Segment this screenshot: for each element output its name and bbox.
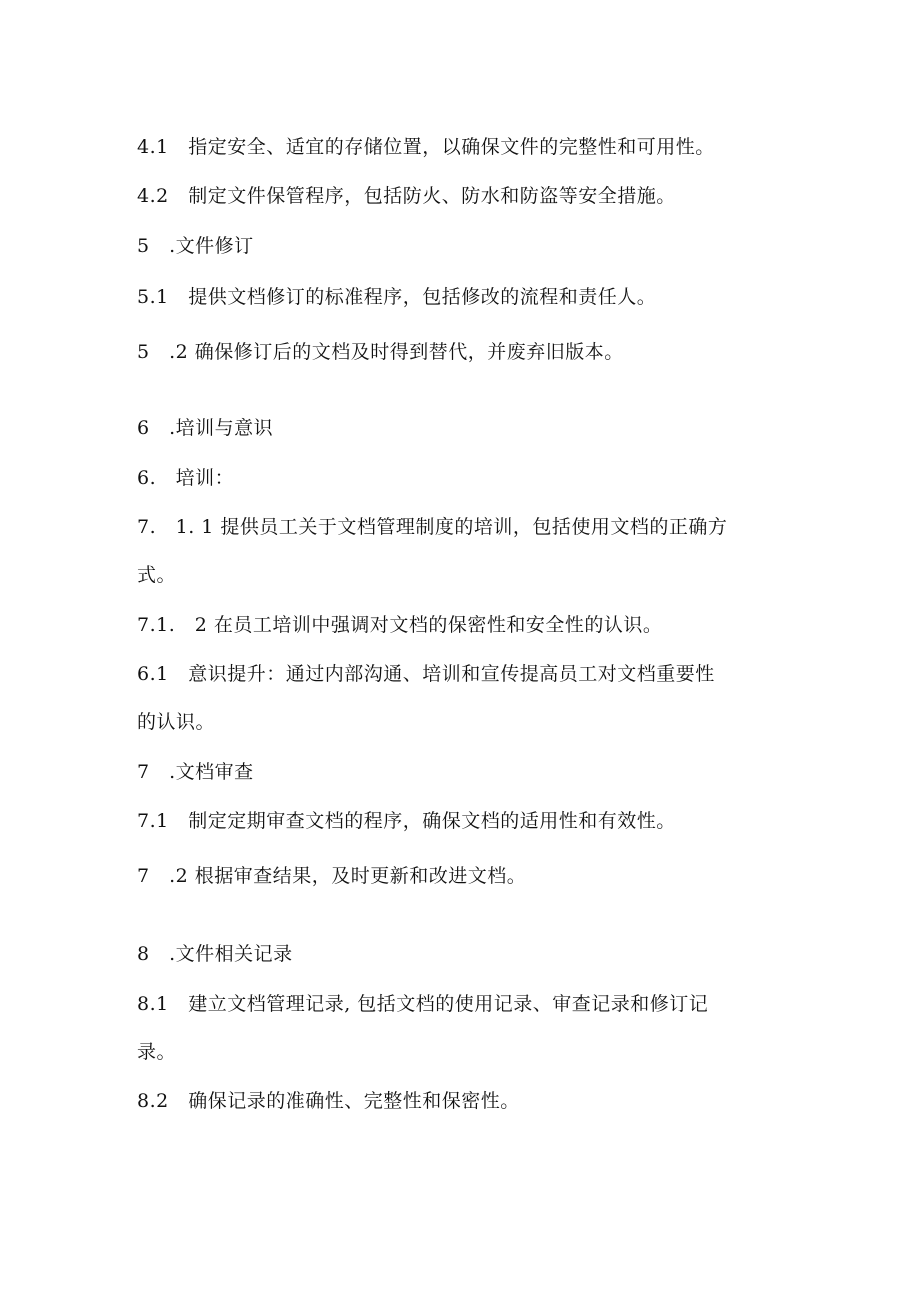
text-line: 的认识。 [137,711,216,733]
text-line: 8.2 确保记录的准确性、完整性和保密性。 [137,1090,520,1112]
text-line: 8.1 建立文档管理记录, 包括文档的使用记录、审查记录和修订记 [137,993,709,1015]
text-line: 7.1 制定定期审查文档的程序，确保文档的适用性和有效性。 [137,810,676,832]
text-line: 5.1 提供文档修订的标准程序，包括修改的流程和责任人。 [137,286,657,308]
text-line: 6. 培训： [137,467,235,489]
section-heading: 7 .文档审查 [137,761,254,783]
section-heading: 5 .文件修订 [137,235,254,257]
text-line: 4.2 制定文件保管程序，包括防火、防水和防盗等安全措施。 [137,185,676,207]
text-line: 7.1. 2 在员工培训中强调对文档的保密性和安全性的认识。 [137,614,663,636]
text-line: 5 .2 确保修订后的文档及时得到替代，并废弃旧版本。 [137,341,624,363]
text-line: 7 .2 根据审查结果，及时更新和改进文档。 [137,865,527,887]
section-heading: 8 .文件相关记录 [137,943,293,965]
text-line: 4.1 指定安全、适宜的存储位置，以确保文件的完整性和可用性。 [137,136,715,158]
text-line: 6.1 意识提升：通过内部沟通、培训和宣传提高员工对文档重要性 [137,663,715,685]
text-line: 式。 [137,564,177,586]
section-heading: 6 .培训与意识 [137,417,274,439]
text-line: 7. 1. 1 提供员工关于文档管理制度的培训，包括使用文档的正确方 [137,516,728,538]
text-line: 录。 [137,1041,177,1063]
